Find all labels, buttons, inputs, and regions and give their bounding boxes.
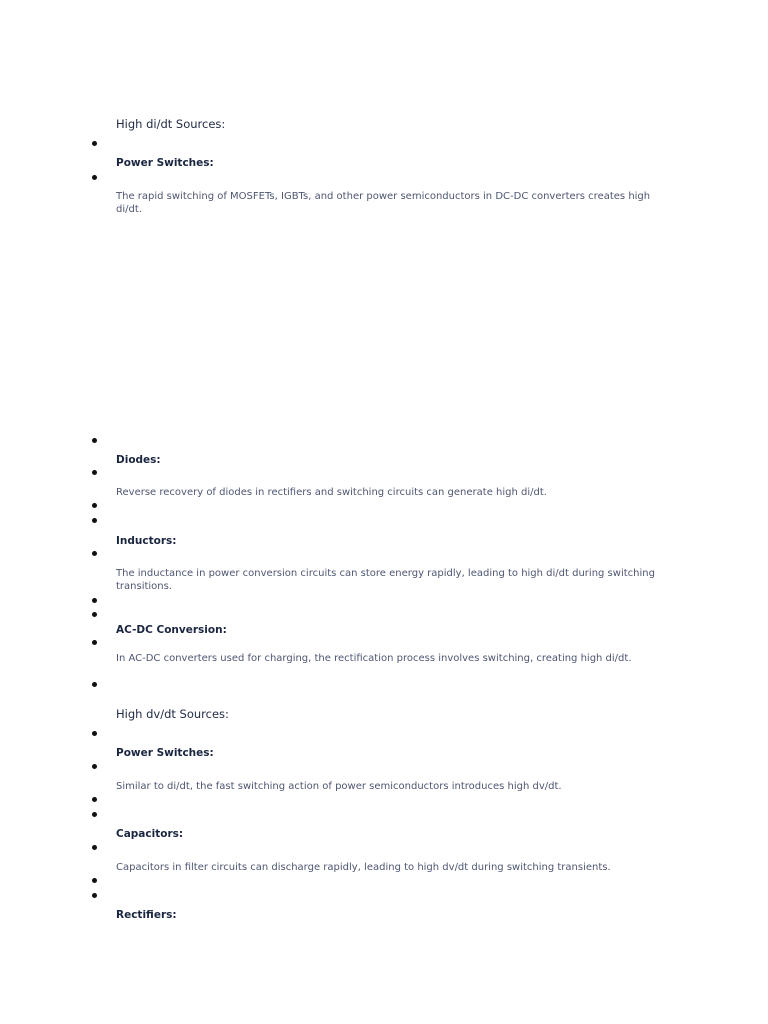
list-bullet: [92, 764, 97, 769]
didt-power-switches-text: The rapid switching of MOSFETs, IGBTs, and other power semiconductors in DC-DC converters creates high di/dt.: [116, 191, 651, 215]
list-bullet: [92, 682, 97, 687]
didt-diodes-title: Diodes:: [116, 454, 161, 466]
list-bullet: [92, 175, 97, 180]
list-bullet: [92, 141, 97, 146]
list-bullet: [92, 551, 97, 556]
list-bullet: [92, 731, 97, 736]
dvdt-heading: High dv/dt Sources:: [116, 707, 229, 721]
list-bullet: [92, 845, 97, 850]
list-bullet: [92, 598, 97, 603]
didt-power-switches-title: Power Switches:: [116, 157, 214, 169]
list-bullet: [92, 470, 97, 475]
didt-diodes-text: Reverse recovery of diodes in rectifiers and switching circuits can generate high di/dt.: [116, 487, 547, 498]
list-bullet: [92, 797, 97, 802]
list-bullet: [92, 503, 97, 508]
list-bullet: [92, 812, 97, 817]
list-bullet: [92, 878, 97, 883]
didt-acdc-title: AC-DC Conversion:: [116, 624, 227, 636]
didt-acdc-text: In AC-DC converters used for charging, the rectification process involves switching, creating high di/dt.: [116, 653, 632, 664]
didt-inductors-title: Inductors:: [116, 535, 177, 547]
dvdt-capacitors-text: Capacitors in filter circuits can discharge rapidly, leading to high dv/dt during switching transients.: [116, 862, 611, 873]
dvdt-rectifiers-title: Rectifiers:: [116, 909, 177, 921]
list-bullet: [92, 640, 97, 645]
list-bullet: [92, 438, 97, 443]
list-bullet: [92, 518, 97, 523]
dvdt-capacitors-title: Capacitors:: [116, 828, 184, 840]
didt-heading: High di/dt Sources:: [116, 117, 226, 131]
didt-inductors-text: The inductance in power conversion circuits can store energy rapidly, leading to high di/dt during switching transitions.: [116, 568, 655, 592]
list-bullet: [92, 893, 97, 898]
dvdt-power-switches-title: Power Switches:: [116, 747, 214, 759]
list-bullet: [92, 612, 97, 617]
dvdt-power-switches-text: Similar to di/dt, the fast switching action of power semiconductors introduces high dv/dt.: [116, 781, 562, 792]
